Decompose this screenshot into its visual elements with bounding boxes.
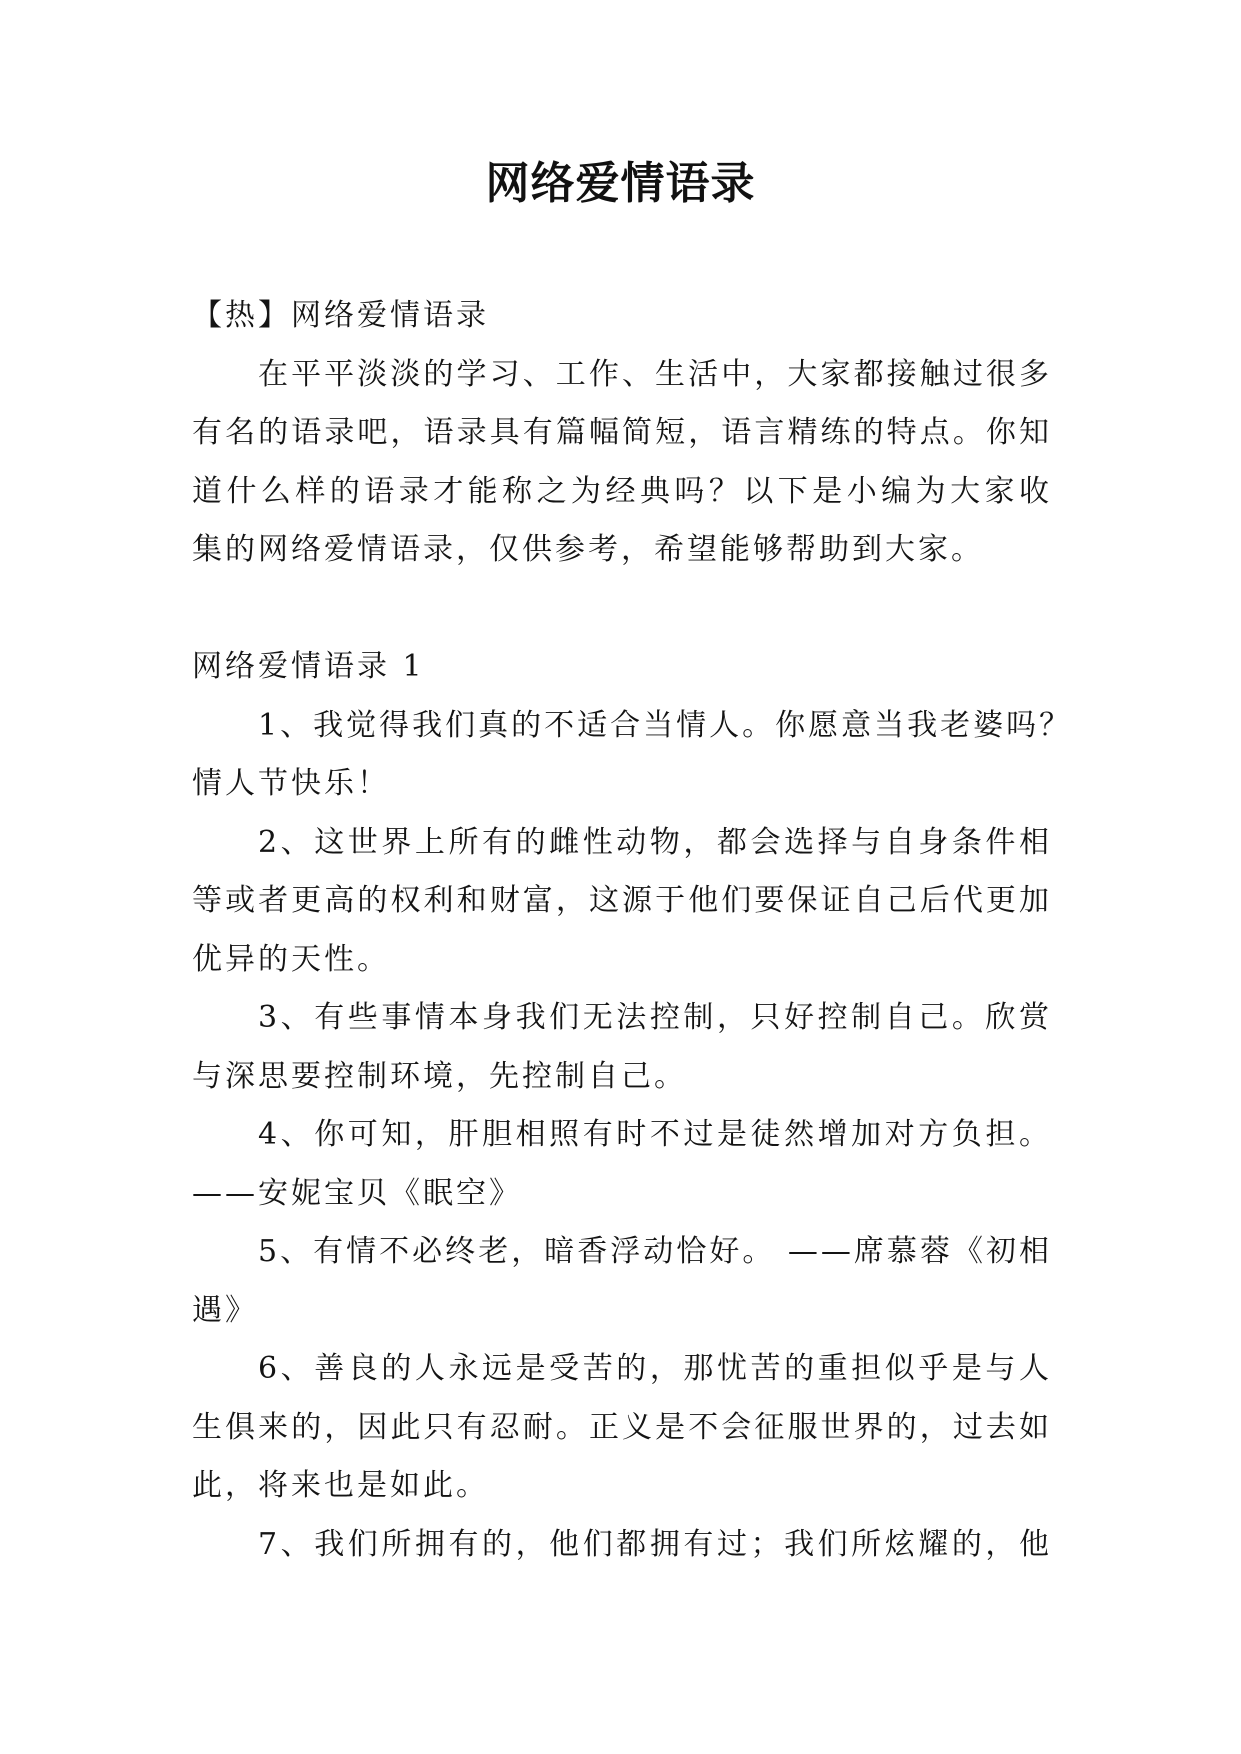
- document-body: [192, 287, 1073, 1574]
- quote-item-1: [192, 697, 1073, 814]
- quote-line: 2、这世界上所有的雌性动物，都会选择与自身条件相: [258, 824, 1052, 860]
- quote-line: 生俱来的，因此只有忍耐。正义是不会征服世界的，过去如: [192, 1409, 1052, 1445]
- quote-line: 与深思要控制环境，先控制自己。: [192, 1058, 687, 1094]
- quote-line: 此，将来也是如此。: [192, 1468, 489, 1503]
- intro-paragraph: [192, 346, 1052, 580]
- quote-item-5: [192, 1223, 1052, 1340]
- quote-line: 等或者更高的权利和财富，这源于他们要保证自己后代更加: [192, 883, 1052, 918]
- section-title: 网络爱情语录 1: [192, 649, 425, 684]
- quote-line: 情人节快乐！: [192, 766, 390, 801]
- paragraph-line: 在平平淡淡的学习、工作、生活中，大家都接触过很多: [258, 356, 1052, 392]
- paragraph-line: 有名的语录吧，语录具有篇幅简短，语言精练的特点。你知: [192, 415, 1052, 450]
- quote-line: 7、我们所拥有的，他们都拥有过；我们所炫耀的，他: [258, 1526, 1052, 1562]
- quote-item-6: [192, 1340, 1052, 1516]
- quote-item-2: [192, 814, 1052, 990]
- quote-line: 优异的天性。: [192, 941, 390, 977]
- quote-item-4: [192, 1106, 1052, 1223]
- quote-item-3: [192, 989, 1052, 1106]
- document-heading: 【热】网络爱情语录: [192, 298, 489, 333]
- document-title: 网络爱情语录: [485, 158, 756, 209]
- quote-line: 6、善良的人永远是受苦的，那忧苦的重担似乎是与人: [258, 1351, 1052, 1386]
- quote-line: 4、你可知，肝胆相照有时不过是徒然增加对方负担。: [258, 1117, 1052, 1152]
- quote-line: 3、有些事情本身我们无法控制，只好控制自己。欣赏: [258, 1000, 1052, 1035]
- quote-line: 遇》: [192, 1292, 258, 1328]
- paragraph-line: 集的网络爱情语录，仅供参考，希望能够帮助到大家。: [192, 532, 984, 567]
- quote-line: 5、有情不必终老，暗香浮动恰好。 ——席慕蓉《初相: [258, 1234, 1052, 1269]
- quote-line: 1、我觉得我们真的不适合当情人。你愿意当我老婆吗？: [258, 707, 1073, 743]
- quote-item-7: [192, 1516, 1052, 1575]
- quote-line: ——安妮宝贝《眠空》: [192, 1175, 522, 1211]
- paragraph-line: 道什么样的语录才能称之为经典吗？以下是小编为大家收: [192, 473, 1052, 509]
- blank-line: [192, 580, 1052, 639]
